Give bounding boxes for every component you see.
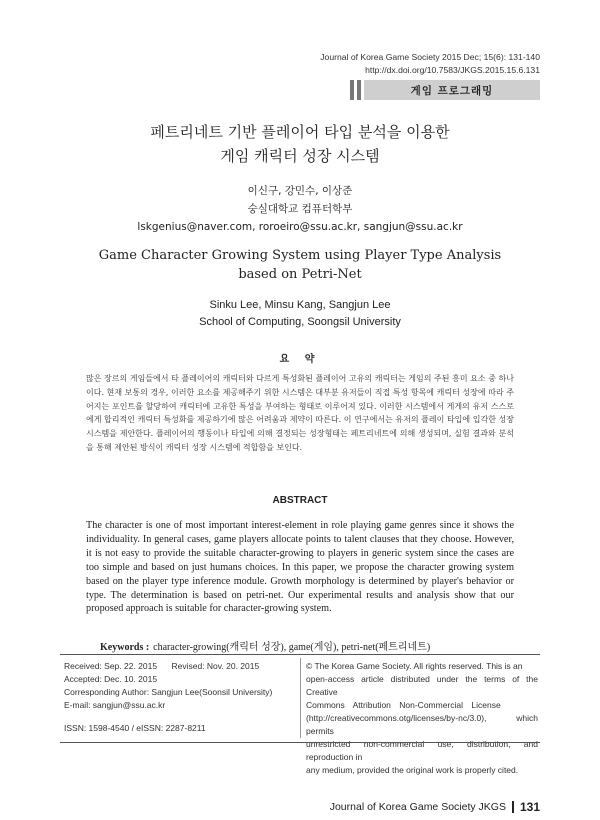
abstract-en-heading: ABSTRACT [272,495,328,506]
received-date: Received: Sep. 22. 2015 [64,661,158,671]
affiliation-en: School of Computing, Soongsil University [199,316,401,328]
author-emails: lskgenius@naver.com, roroeiro@ssu.ac.kr, sangjun@ssu.ac.kr [137,221,463,233]
license-url-line[interactable]: (http://creativecommons.otg/licenses/by-nc/3.0), which permits [306,713,538,736]
title-ko-line1: 페트리네트 기반 플레이어 타입 분석을 이용한 [150,123,450,141]
tag-stripe [357,80,361,100]
page-footer [330,800,540,814]
keywords-value: character-growing(캐릭터 성장), game(게임), petri-net(페트리네트) [153,642,431,653]
divider-top [60,654,540,655]
footer-journal: Journal of Korea Game Society JKGS [329,801,506,813]
corresponding-author: Corresponding Author: Sangjun Lee(Soonsil University) [64,687,273,697]
issn: ISSN: 1598-4540 / eISSN: 2287-8211 [64,723,206,733]
abstract-en-body: The character is one of most important interest-element in role playing game genres since it shows the individuality. In general cases, game players allocate points to talent clauses that they choose. However, it is not easy to provide the suitable character-growing to players in generic system since the cases are too simple and based on just humans choices. In this paper, we propose the character growing system based on the player type inference module. Growth morphology is determined by player's behavior or type. The determination is based on petri-net. Our experimental results and analysis show that our proposed approach is suitable for character-growing system. [86,520,514,615]
license-line: © The Korea Game Society. All rights reserved. This is an [306,661,523,671]
license-line: unrestricted non-commercial use, distribution, and reproduction in [306,739,538,762]
spacer [64,712,296,722]
title-en-line2: based on Petri-Net [238,267,362,282]
footer-separator [512,801,514,813]
license-line: Commons Attribution Non-Commercial License [306,700,501,710]
corresponding-email: E-mail: sangjun@ssu.ac.kr [64,700,166,710]
affiliation-ko: 숭실대학교 컴퓨터학부 [247,203,353,215]
title-ko-line2: 게임 캐릭터 성장 시스템 [220,147,380,165]
license-line: open-access article distributed under the terms of the Creative [306,674,538,697]
category-tag-bar [350,80,540,100]
title-en-line1: Game Character Growing System using Player Type Analysis [98,248,502,263]
keywords [100,638,430,653]
authors-en: Sinku Lee, Minsu Kang, Sangjun Lee [209,299,391,311]
journal-citation: Journal of Korea Game Society 2015 Dec; 15(6): 131-140 [320,52,540,62]
divider-bottom [60,742,540,743]
keywords-label: Keywords : [100,642,150,653]
accepted-date: Accepted: Dec. 10. 2015 [64,674,158,684]
tag-stripe [350,80,354,100]
doi-link[interactable]: http://dx.doi.org/10.7583/JKGS.2015.15.6.131 [365,65,540,75]
article-info [64,660,296,735]
category-tag: 게임 프로그래밍 [364,80,540,100]
revised-date: Revised: Nov. 20. 2015 [171,661,260,671]
abstract-ko-heading: 요 약 [279,354,321,365]
dates-row [64,660,296,673]
authors-ko: 이신구, 강민수, 이상준 [247,185,353,197]
license-notice [306,660,538,777]
license-line: any medium, provided the original work is properly cited. [306,765,519,775]
divider-vertical [300,658,301,738]
page-number: 131 [519,800,540,814]
abstract-ko-body: 많은 장르의 게임들에서 타 플레이어의 캐릭터와 다르게 특성화된 플레이어 고유의 캐릭터는 게임의 주된 흥미 요소 중 하나이다. 현재 보통의 경우, 이러한 요소를 제공해주기 위한 시스템은 대부분 유저들이 직접 특성 항목에 캐릭터 성장에 따라 주어지는 포인트를 할당하여 캐릭터에 고유한 특성을 부여하는 형태로 이루어져 있다. 이러한 시스템에서 게게의 유저 스스로에게 합리적인 캐릭터 특성화를 제공하기에 많은 어려움과 제약이 따른다. 이 연구에서는 유저의 플레이 타입에 입각한 성장 시스템을 제안한다. 플레이어의 행동이나 타입에 의해 결정되는 성장형태는 페트리네트에 의해 생성되며, 실험 결과와 분석을 통해 제안된 방식이 캐릭터 성장 시스템에 적합함을 보인다. [86,374,514,452]
